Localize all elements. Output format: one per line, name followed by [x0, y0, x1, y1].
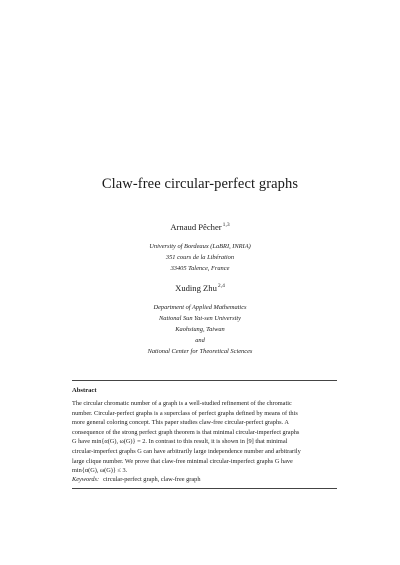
- abstract-body: [72, 399, 337, 476]
- keywords-label: Keywords:: [72, 476, 100, 483]
- abstract-bottom-rule: [72, 488, 337, 489]
- affiliation-line: Department of Applied Mathematics: [153, 304, 247, 311]
- abstract-heading: Abstract: [72, 387, 97, 394]
- abstract-line: min{α(G), ω(G)} ≤ 3.: [72, 467, 128, 475]
- abstract-line: large clique number. We prove that claw-free minimal circular-imperfect graphs G have: [72, 457, 293, 465]
- author-1-name: Arnaud Pêcher: [170, 222, 222, 232]
- affiliation-line: 33405 Talence, France: [170, 265, 230, 272]
- abstract-line: G have min{α(G), ω(G)} = 2. In contrast to this result, it is shown in [9] that minimal: [72, 438, 288, 446]
- abstract-top-rule: [72, 380, 337, 381]
- abstract-line: circular-imperfect graphs G can have arbitrarily large independence number and arbitrarily: [72, 447, 301, 455]
- author-2: [0, 283, 400, 293]
- author-1-affil-marks: 1,3: [222, 222, 230, 228]
- affiliation-line: National Sun Yat-sen University: [159, 315, 241, 322]
- abstract-line: more general coloring concept. This paper studies claw-free circular-perfect graphs. A: [72, 419, 289, 427]
- author-2-affil-marks: 2,4: [217, 283, 225, 289]
- author-2-affiliation: [0, 302, 400, 357]
- abstract-line: consequence of the strong perfect graph theorem is that minimal circular-imperfect graphs: [72, 428, 300, 436]
- affiliation-line: and: [195, 337, 205, 344]
- author-2-name: Xuding Zhu: [175, 283, 217, 293]
- paper-title: Claw-free circular-perfect graphs: [101, 176, 299, 192]
- author-1: [0, 222, 400, 232]
- keywords-text: circular-perfect graph, claw-free graph: [103, 476, 201, 483]
- abstract-line: The circular chromatic number of a graph is a well-studied refinement of the chromatic: [72, 400, 292, 407]
- affiliation-line: Kaohsiung, Taiwan: [175, 326, 225, 333]
- affiliation-line: National Center for Theoretical Sciences: [147, 348, 253, 355]
- author-1-affiliation: [0, 241, 400, 274]
- abstract-line: number. Circular-perfect graphs is a superclass of perfect graphs defined by means of this: [72, 409, 298, 417]
- affiliation-line: University of Bordeaux (LaBRI, INRIA): [149, 243, 251, 250]
- affiliation-line: 351 cours de la Libération: [165, 254, 235, 261]
- keywords: [72, 475, 337, 484]
